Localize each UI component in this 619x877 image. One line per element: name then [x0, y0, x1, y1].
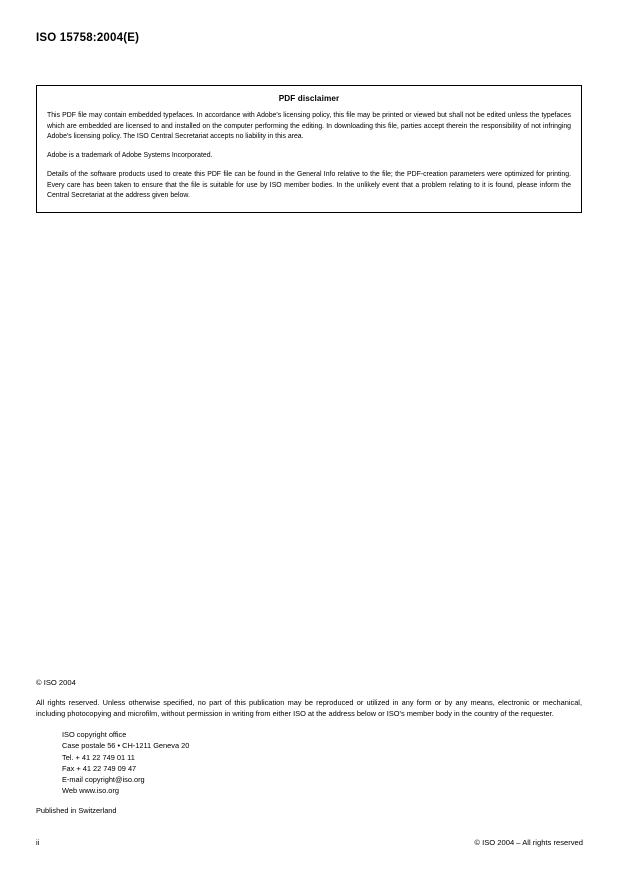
address-line: Case postale 56 • CH-1211 Geneva 20 [62, 741, 190, 751]
page-footer [36, 838, 583, 847]
disclaimer-paragraph: This PDF file may contain embedded typefaces. In accordance with Adobe's licensing policy, this file may be printed or viewed but shall not be edited unless the typefaces which are embedded are licensed to and installed on the computer performing the editing. In downloading this file, parties accept therein the responsibility of not infringing Adobe's licensing policy. The ISO Central Secretariat accepts no liability in this area. [47, 112, 571, 141]
address-line: Fax + 41 22 749 09 47 [62, 763, 137, 773]
all-rights-reserved-paragraph: All rights reserved. Unless otherwise specified, no part of this publication may be reproduced or utilized in any form or by any means, electronic or mechanical, including photocopying and microfilm, without permission in writing from either ISO at the address below or ISO's member body in the country of the requester. [36, 698, 582, 719]
footer-page-number: ii [36, 838, 40, 847]
disclaimer-title: PDF disclaimer [278, 94, 340, 103]
copyright-office-address [62, 729, 582, 797]
copyright-notice: © ISO 2004 [36, 678, 76, 687]
footer-rights-text: © ISO 2004 – All rights reserved [474, 838, 583, 847]
address-line-web: Web www.iso.org [62, 786, 119, 796]
published-in: Published in Switzerland [36, 805, 117, 815]
address-line: Tel. + 41 22 749 01 11 [62, 752, 135, 762]
copyright-block [36, 678, 582, 815]
page-title: ISO 15758:2004(E) [36, 32, 140, 44]
disclaimer-paragraph: Details of the software products used to create this PDF file can be found in the General Info relative to the file; the PDF-creation parameters were optimized for printing. Every care has been taken to ensure that the file is suitable for use by ISO member bodies. In the unlikely event that a problem relating to it is found, please inform the Central Secretariat at the address given below. [47, 170, 571, 200]
pdf-disclaimer-box [36, 85, 582, 213]
disclaimer-paragraph: Adobe is a trademark of Adobe Systems Incorporated. [47, 152, 213, 160]
address-line-email: E-mail copyright@iso.org [62, 775, 145, 785]
address-line: ISO copyright office [62, 730, 127, 740]
